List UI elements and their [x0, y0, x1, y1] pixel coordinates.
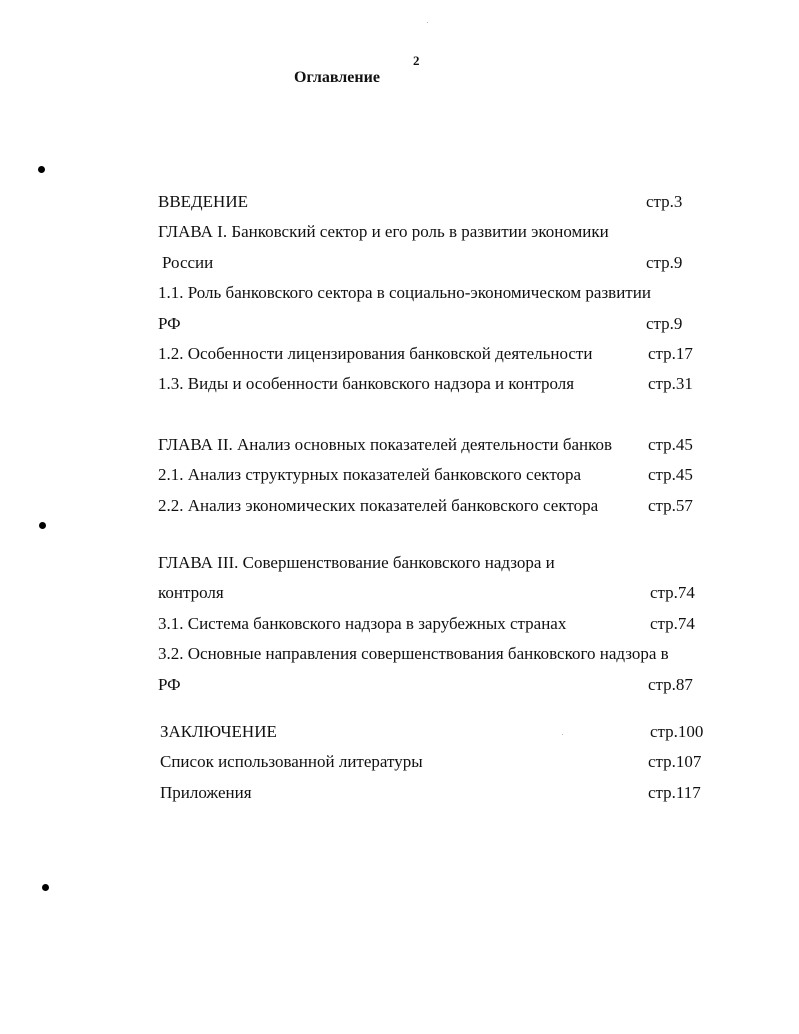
toc-entry-label: контроля [158, 583, 224, 602]
toc-entry-label: ВВЕДЕНИЕ [158, 192, 248, 211]
toc-entry-label: 3.2. Основные направления совершенствования банковского надзора в [158, 644, 669, 663]
toc-entry-page: стр.74 [650, 583, 695, 602]
toc-entry-page: стр.57 [648, 496, 693, 515]
toc-entry-page: стр.45 [648, 465, 693, 484]
toc-entry-page: стр.31 [648, 374, 693, 393]
toc-entry-label: РФ [158, 675, 181, 694]
toc-entry-page: стр.107 [648, 752, 702, 771]
scan-dot-top [38, 166, 45, 173]
scan-speck [427, 22, 428, 23]
toc-entry-label: РФ [158, 314, 181, 333]
scan-speck [562, 734, 563, 735]
toc-entry-label: 2.1. Анализ структурных показателей банковского сектора [158, 465, 582, 484]
toc-entry-page: стр.100 [650, 722, 704, 741]
page-title: Оглавление [294, 69, 380, 86]
toc-entry-label: 3.1. Система банковского надзора в зарубежных странах [158, 614, 567, 633]
toc-entry-page: стр.117 [648, 783, 701, 802]
toc-entry-page: стр.17 [648, 344, 693, 363]
toc-entry-label: ГЛАВА III. Совершенствование банковского надзора и [158, 553, 555, 572]
page-number: 2 [413, 53, 420, 68]
toc-entry-label: ГЛАВА I. Банковский сектор и его роль в развитии экономики [158, 222, 609, 241]
toc-entry-page: стр.45 [648, 435, 693, 454]
toc-entry-page: стр.3 [646, 192, 683, 211]
toc-entry-label: 1.1. Роль банковского сектора в социально-экономическом развитии [158, 283, 651, 302]
toc-entry-label: 2.2. Анализ экономических показателей банковского сектора [158, 496, 599, 515]
toc-entry-page: стр.9 [646, 314, 683, 333]
toc-entry-page: стр.9 [646, 253, 683, 272]
scan-dot-middle [39, 522, 46, 529]
toc-entry-page: стр.87 [648, 675, 693, 694]
toc-entry-label: ГЛАВА II. Анализ основных показателей деятельности банков [158, 435, 613, 454]
toc-entry-label: Список использованной литературы [160, 752, 423, 771]
toc-entry-label: ЗАКЛЮЧЕНИЕ [160, 722, 277, 741]
scan-dot-bottom [42, 884, 49, 891]
toc-entry-page: стр.74 [650, 614, 695, 633]
toc-entry-label: России [162, 253, 214, 272]
toc-entry-label: Приложения [160, 783, 252, 802]
toc-entry-label: 1.2. Особенности лицензирования банковской деятельности [158, 344, 593, 363]
toc-entry-label: 1.3. Виды и особенности банковского надзора и контроля [158, 374, 575, 393]
